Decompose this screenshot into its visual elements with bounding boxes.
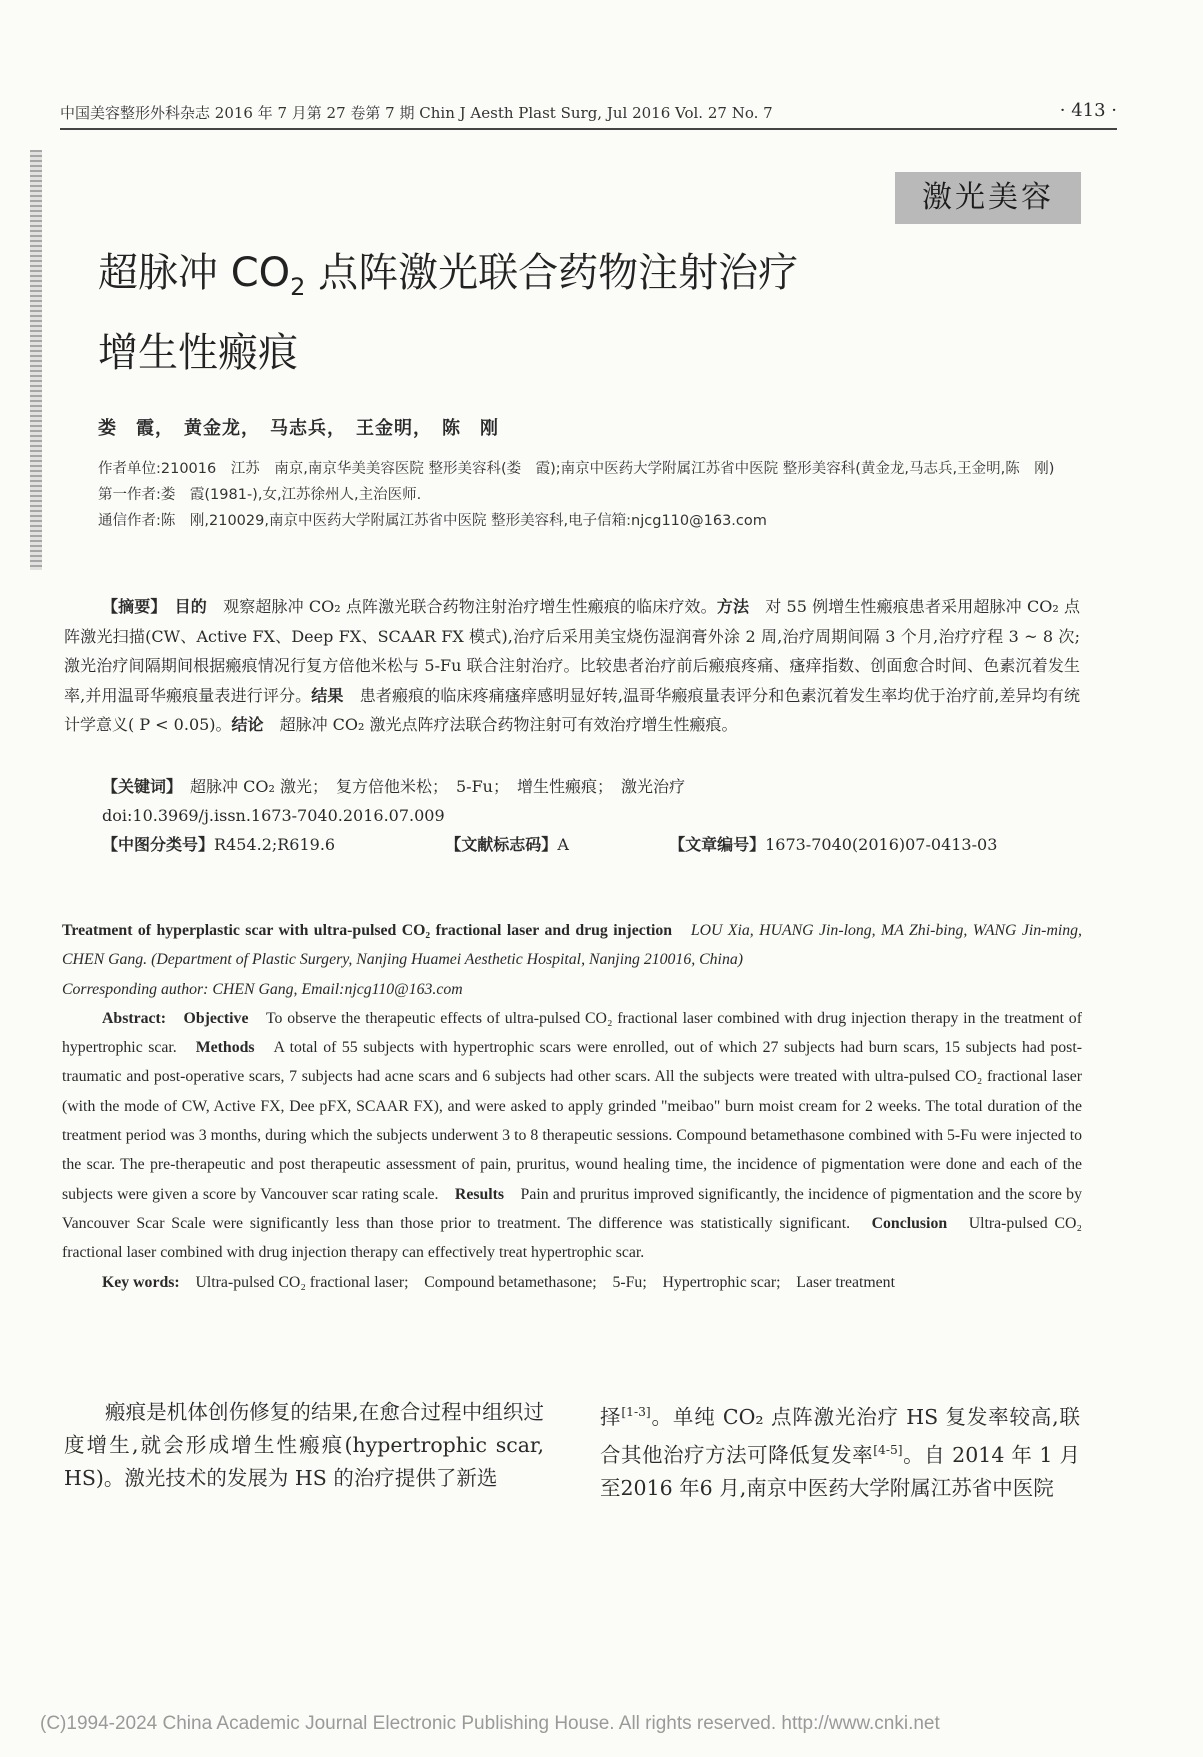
keywords-text: 超脉冲 CO₂ 激光； 复方倍他米松； 5-Fu； 增生性瘢痕； 激光治疗 — [190, 777, 685, 796]
body-right-part-2: 。单纯 CO₂ 点阵激光治疗 HS 复发率较高,联合其他治疗方法可降低复发率 — [600, 1404, 1080, 1467]
title-line-1-pre: 超脉冲 CO — [98, 250, 291, 296]
english-objective-text: To observe the therapeutic effects of ultra-pulsed CO₂ fractional laser combined with drug injection therapy in the treatment of hypertrophic scar. — [62, 1009, 1082, 1057]
english-title-line — [62, 916, 1082, 975]
body-column-left — [64, 1396, 544, 1495]
conclusion-text: 超脉冲 CO₂ 激光点阵疗法联合药物注射可有效治疗增生性瘢痕。 — [279, 715, 738, 734]
objective-text: 观察超脉冲 CO₂ 点阵激光联合药物注射治疗增生性瘢痕的临床疗效。 — [223, 597, 717, 616]
english-authors: LOU Xia, HUANG Jin-long, MA Zhi-bing, WANG Jin-ming, CHEN Gang. — [62, 922, 1082, 969]
author-list: 娄 霞， 黄金龙， 马志兵， 王金明， 陈 刚 — [98, 418, 499, 439]
classification-line — [102, 830, 1082, 859]
keywords-label: 【关键词】 — [102, 777, 175, 796]
english-results-label: Results — [454, 1185, 505, 1203]
citation-1-3: [1-3] — [621, 1405, 651, 1419]
first-author: 第一作者:娄 霞(1981-),女,江苏徐州人,主治医师. — [98, 487, 422, 503]
title-line-1-sub: 2 — [290, 273, 306, 301]
doc-code-value: A — [557, 835, 569, 854]
article-number-value: 1673-7040(2016)07-0413-03 — [765, 835, 998, 854]
english-methods-label: Methods — [195, 1039, 255, 1057]
english-objective-label: Objective — [183, 1009, 249, 1027]
doc-code-label: 【文献标志码】 — [445, 835, 558, 854]
english-methods-text: A total of 55 subjects with hypertrophic scars were enrolled, out of which 27 subjects had burn scars, 15 subjects had post-traumatic and post-operative scars, 7 subjects had acne scars and 6 subjects had other scars. All the subjects were treated with ultra-pulsed CO₂ fractional laser (with the mode of CW, Active FX, Dee pFX, SCAAR FX), and were asked to apply grinded "meibao" burn moist cream for 2 weeks. The total duration of the treatment period was 3 months, during which the subjects underwent 3 to 8 therapeutic sessions. Compound betamethasone combined with 5-Fu were injected to the scar. The pre-therapeutic and post therapeutic assessment of pain, pruritus, wound healing time, the incidence of pigmentation were done and each of the subjects were given a score by Vancouver scar rating scale. — [62, 1039, 1082, 1203]
english-results-text: Pain and pruritus improved significantly, the incidence of pigmentation and the score by Vancouver Scar Scale were significantly less than those prior to treatment. The difference was statistically significant. — [62, 1185, 1082, 1232]
doi: doi:10.3969/j.issn.1673-7040.2016.07.009 — [102, 806, 445, 825]
body-column-right — [600, 1396, 1080, 1505]
corresponding-author: 通信作者:陈 刚,210029,南京中医药大学附属江苏省中医院 整形美容科,电子信箱:njcg110@163.com — [98, 513, 767, 529]
body-right-part-3: 。自 2014 年 1 月至2016 年6 月,南京中医药大学附属江苏省中医院 — [600, 1442, 1081, 1500]
title-line-2: 增生性瘢痕 — [98, 330, 298, 376]
title-line-1 — [98, 240, 798, 320]
citation-4-5: [4-5] — [873, 1442, 903, 1457]
copyright-footer: (C)1994-2024 China Academic Journal Electronic Publishing House. All rights reserved. http://www.cnki.net — [40, 1713, 940, 1734]
results-label: 结果 — [311, 685, 344, 705]
binding-margin-strip — [30, 150, 42, 570]
english-corresponding: Corresponding author: CHEN Gang, Email:njcg110@163.com — [62, 980, 463, 998]
methods-text: 对 55 例增生性瘢痕患者采用超脉冲 CO₂ 点阵激光扫描(CW、Active FX、Deep FX、SCAAR FX 模式),治疗后采用美宝烧伤湿润膏外涂 2 周,治疗周期间隔 3 个月,治疗疗程 3 ~ 8 次;激光治疗间隔期间根据瘢痕情况行复方倍他米松与 5-Fu 联合注射治疗。比较患者治疗前后瘢痕疼痛、瘙痒指数、创面愈合时间、色素沉着发生率,并用温哥华瘢痕量表进行评分。 — [64, 597, 1080, 705]
english-keywords — [62, 1268, 1082, 1297]
conclusion-label: 结论 — [231, 715, 264, 734]
english-keywords-label: Key words: — [102, 1273, 180, 1291]
author-units: 作者单位:210016 江苏 南京,南京华美美容医院 整形美容科(娄 霞);南京中医药大学附属江苏省中医院 整形美容科(黄金龙,马志兵,王金明,陈 刚) — [98, 461, 1055, 477]
english-affiliation: (Department of Plastic Surgery, Nanjing Huamei Aesthetic Hospital, Nanjing 210016, China) — [151, 951, 743, 969]
english-abstract-body — [62, 1004, 1082, 1268]
chinese-abstract-body — [64, 592, 1080, 740]
chinese-keywords — [102, 772, 1082, 801]
page-number: · 413 · — [1059, 100, 1117, 121]
english-abstract — [62, 916, 1082, 1297]
article-title — [98, 240, 798, 386]
running-head: 中国美容整形外科杂志 2016 年 7 月第 27 卷第 7 期 Chin J Aesth Plast Surg, Jul 2016 Vol. 27 No. 7 — [60, 104, 773, 122]
header-rule — [60, 128, 1117, 130]
methods-label: 方法 — [716, 597, 750, 616]
body-paragraph-right — [600, 1396, 1080, 1505]
column-badge: 激光美容 — [895, 172, 1081, 224]
article-number-label: 【文章编号】 — [669, 835, 766, 854]
body-right-part-1: 择 — [600, 1404, 622, 1429]
abstract-label: 【摘要】 — [102, 597, 159, 616]
body-paragraph-left: 瘢痕是机体创伤修复的结果,在愈合过程中组织过度增生,就会形成增生性瘢痕(hypertrophic scar, HS)。激光技术的发展为 HS 的治疗提供了新选 — [64, 1400, 544, 1490]
clc-value: R454.2;R619.6 — [214, 835, 336, 854]
english-title: Treatment of hyperplastic scar with ultra-pulsed CO₂ fractional laser and drug injection — [62, 922, 673, 939]
english-keywords-text: Ultra-pulsed CO₂ fractional laser; Compound betamethasone; 5-Fu; Hypertrophic scar; Laser treatment — [195, 1273, 895, 1291]
affiliations — [98, 456, 1078, 534]
title-line-1-post: 点阵激光联合药物注射治疗 — [305, 250, 799, 296]
english-conclusion-text: Ultra-pulsed CO₂ fractional laser combined with drug injection therapy can effectively treat hypertrophic scar. — [62, 1214, 1082, 1262]
english-abstract-label: Abstract: — [102, 1009, 167, 1027]
english-conclusion-label: Conclusion — [871, 1214, 948, 1232]
clc-label: 【中图分类号】 — [102, 835, 215, 854]
objective-label: 目的 — [174, 597, 207, 616]
chinese-abstract — [64, 592, 1080, 740]
results-text: 患者瘢痕的临床疼痛瘙痒感明显好转,温哥华瘢痕量表评分和色素沉着发生率均优于治疗前,差异均有统计学意义( P < 0.05)。 — [64, 685, 1080, 734]
